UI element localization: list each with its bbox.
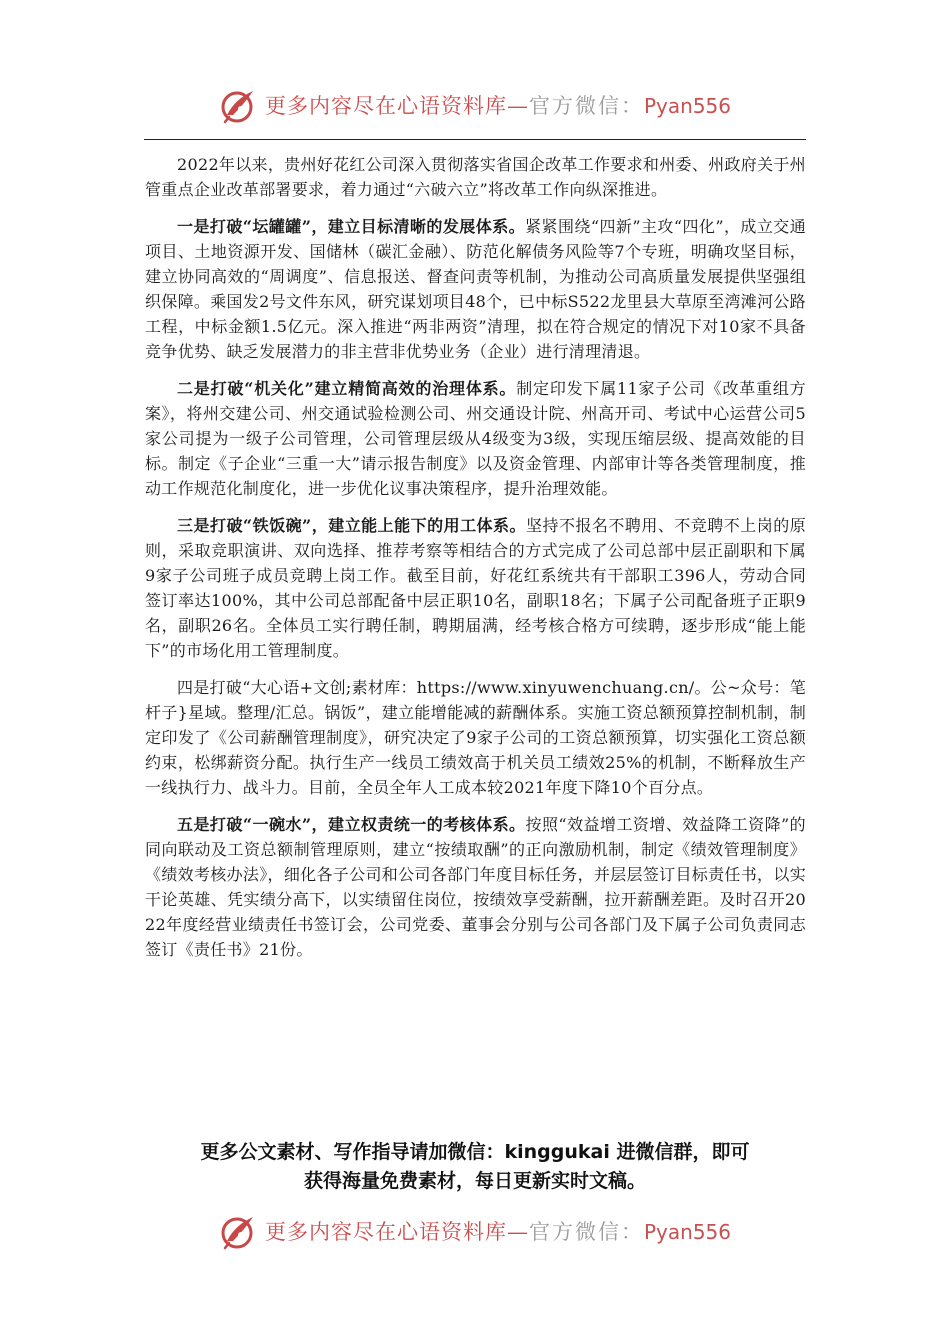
paragraph-2 (145, 376, 806, 501)
banner-separator: — (506, 1220, 529, 1244)
paragraph-5 (145, 812, 806, 962)
banner-text (265, 90, 731, 120)
promo-notice (140, 1138, 810, 1196)
banner-text (265, 1216, 731, 1246)
paragraph-lead: 三是打破“铁饭碗”，建立能上能下的用工体系。 (177, 516, 526, 535)
document-body (145, 152, 806, 974)
banner-title: 更多内容尽在心语资料库 (264, 94, 507, 118)
paragraph-body: 2022年以来，贵州好花红公司深入贯彻落实省国企改革工作要求和州委、州政府关于州管重点企业改革部署要求，着力通过“六破六立”将改革工作向纵深推进。 (145, 155, 806, 199)
banner-wechat-label: 官方微信： (528, 94, 644, 118)
paragraph-intro (145, 152, 806, 202)
paragraph-body: 按照“效益增工资增、效益降工资降”的同向联动及工资总额制管理原则，建立“按绩取酬”的正向激励机制，制定《绩效管理制度》《绩效考核办法》，细化各子公司和公司各部门年度目标任务，并层层签订目标责任书，以实干论英雄、凭实绩分高下，以实绩留住岗位，按绩效享受薪酬，拉开薪酬差距。及时召开2022年度经营业绩责任书签订会，公司党委、董事会分别与公司各部门及下属子公司负责同志签订《责任书》21份。 (145, 815, 806, 959)
paragraph-4 (145, 675, 806, 800)
paragraph-lead: 二是打破“机关化”建立精简高效的治理体系。 (177, 379, 517, 398)
banner-wechat-label: 官方微信： (528, 1220, 644, 1244)
footer-banner (0, 1208, 950, 1254)
banner-separator: — (506, 94, 529, 118)
header-banner (0, 82, 950, 128)
paragraph-body: 坚持不报名不聘用、不竞聘不上岗的原则，采取竞职演讲、双向选择、推荐考察等相结合的方式完成了公司总部中层正副职和下属9家子公司班子成员竞聘上岗工作。截至目前，好花红系统共有干部职工396人，劳动合同签订率达100%，其中公司总部配备中层正职10名，副职18名；下属子公司配备班子正职9名，副职26名。全体员工实行聘任制，聘期届满，经考核合格方可续聘，逐步形成“能上能下”的市场化用工管理制度。 (145, 516, 806, 660)
header-divider (144, 139, 806, 140)
banner-wechat-id: Pyan556 (643, 1220, 731, 1244)
promo-line-1: 更多公文素材、写作指导请加微信：kinggukai 进微信群，即可 (200, 1141, 750, 1163)
paragraph-lead: 五是打破“一碗水”，建立权责统一的考核体系。 (177, 815, 526, 834)
paragraph-lead: 一是打破“坛罐罐”，建立目标清晰的发展体系。 (177, 217, 526, 236)
banner-title: 更多内容尽在心语资料库 (264, 1220, 507, 1244)
pen-brush-logo-icon (219, 1211, 259, 1251)
paragraph-body: 紧紧围绕“四新”主攻“四化”，成立交通项目、土地资源开发、国储林（碳汇金融）、防范化解债务风险等7个专班，明确攻坚目标，建立协同高效的“周调度”、信息报送、督查问责等机制，为推动公司高质量发展提供坚强组织保障。乘国发2号文件东风，研究谋划项目48个，已中标S522龙里县大草原至湾滩河公路工程，中标金额1.5亿元。深入推进“两非两资”清理，拟在符合规定的情况下对10家不具备竞争优势、缺乏发展潜力的非主营非优势业务（企业）进行清理清退。 (145, 217, 807, 361)
pen-brush-logo-icon (219, 85, 259, 125)
banner-wechat-id: Pyan556 (643, 94, 731, 118)
paragraph-body: 四是打破“大心语+文创;素材库：https://www.xinyuwenchuang.cn/。公~众号：笔杆子}星域。整理/汇总。锅饭”，建立能增能减的薪酬体系。实施工资总额预算控制机制，制定印发了《公司薪酬管理制度》，研究决定了9家子公司的工资总额预算，切实强化工资总额约束，松绑薪资分配。执行生产一线员工绩效高于机关员工绩效25%的机制，不断释放生产一线执行力、战斗力。目前，全员全年人工成本较2021年度下降10个百分点。 (145, 678, 807, 797)
promo-line-2: 获得海量免费素材，每日更新实时文稿。 (303, 1170, 646, 1192)
paragraph-1 (145, 214, 806, 364)
paragraph-3 (145, 513, 806, 663)
paragraph-body: 制定印发下属11家子公司《改革重组方案》，将州交建公司、州交通试验检测公司、州交通设计院、州高开司、考试中心运营公司5家公司提为一级子公司管理，公司管理层级从4级变为3级，实现压缩层级、提高效能的目标。制定《子企业“三重一大”请示报告制度》以及资金管理、内部审计等各类管理制度，推动工作规范化制度化，进一步优化议事决策程序，提升治理效能。 (145, 379, 806, 498)
